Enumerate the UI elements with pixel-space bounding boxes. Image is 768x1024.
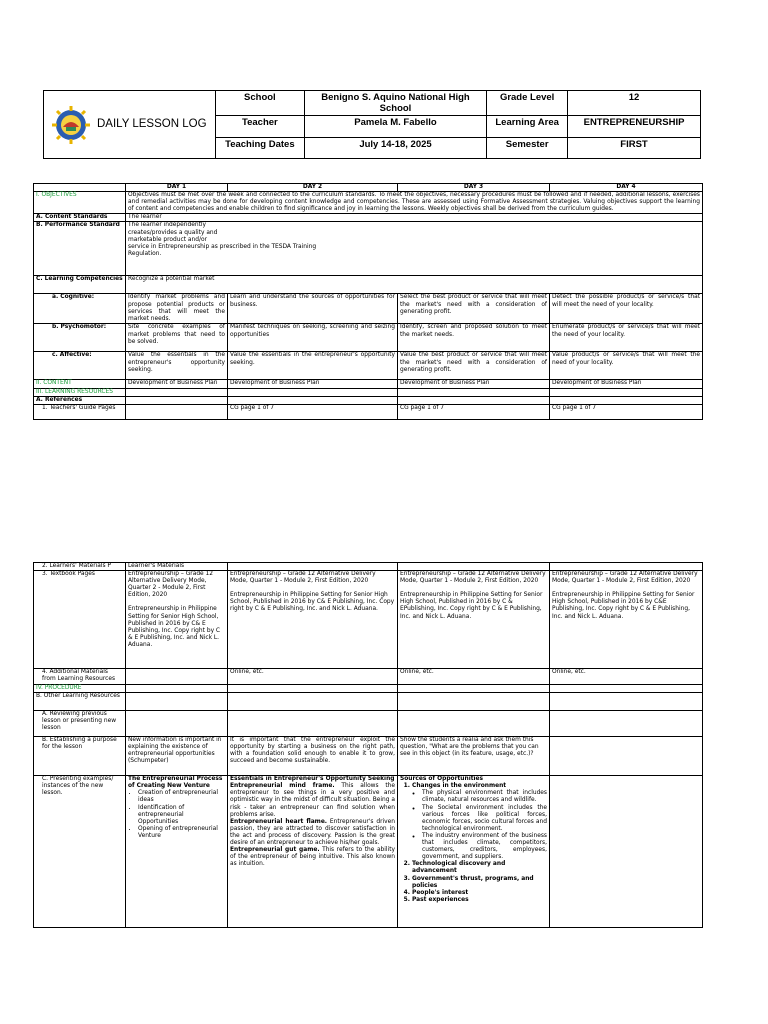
teachers-guide-label: 1. Teachers' Guide Pages [34, 404, 126, 419]
performance-line: marketable product and/or [128, 236, 208, 243]
learning-area-value: ENTREPRENEURSHIP [568, 116, 701, 138]
performance-line: Regulation. [128, 250, 162, 257]
content-day-3: Development of Business Plan [398, 380, 550, 388]
psychomotor-day-4: Enumerate product/s or service/s that will meet the need of your locality. [550, 324, 703, 352]
presenting-d2-para-3 [230, 847, 395, 868]
learning-competencies-label: C. Learning Competencies [34, 276, 126, 294]
textbook-day-4 [550, 571, 703, 669]
teaching-dates-label: Teaching Dates [215, 138, 304, 159]
cognitive-day-4: Detect the possible product/s or service/s that will meet the need of your locality. [550, 294, 703, 324]
grade-level-label: Grade Level [487, 91, 568, 116]
presenting-d2-title: Essentials in Entrepreneur's Opportunity Seeking [230, 776, 395, 783]
learning-area-label: Learning Area [487, 116, 568, 138]
header-logo-cell [44, 91, 216, 159]
presenting-d3-item: 5. Past experiences [412, 897, 547, 904]
learners-materials-day-1: Learner's Materials [126, 563, 228, 571]
presenting-label: C. Presenting examples/ instances of the new lesson. [34, 776, 126, 928]
presenting-d1-title: The Entrepreneurial Process of Creating New Venture [128, 776, 223, 790]
teachers-guide-day-3: CG page 1 of 7 [398, 404, 550, 419]
textbook-ref-2: Entrepreneurship in Philippine Setting for Senior High School, Published in 2016 by C&E Publishing, Inc. Copy right by C & E Publishing, Inc. and Nick L. Aduana. [552, 592, 695, 620]
day-4-header: DAY 4 [550, 184, 703, 192]
content-standards-text: The learner [126, 214, 703, 222]
presenting-d1-item: • Opening of entrepreneurial Venture [138, 826, 225, 840]
cognitive-day-2: Learn and understand the sources of opportunities for business. [228, 294, 398, 324]
performance-line: creates/provides a quality and [128, 229, 218, 236]
textbook-day-3 [398, 571, 550, 669]
presenting-d3-item [412, 783, 547, 861]
presenting-d1-item: • Creation of entrepreneurial ideas [138, 790, 225, 804]
affective-day-4: Value product/s or service/s that will meet the need of your locality. [550, 352, 703, 380]
learning-competencies-text: Recognize a potential market [126, 276, 703, 294]
performance-standard-label: B. Performance Standard [34, 222, 126, 276]
daily-lesson-log-title: DAILY LESSON LOG [97, 118, 207, 130]
teachers-guide-day-2: CG page 1 of 7 [228, 404, 398, 419]
textbook-ref-1: Entrepreneurship – Grade 12 Alternative Delivery Mode, Quarter 1 - Module 2, First Edition, 2020 [400, 571, 546, 585]
objectives-label: I. OBJECTIVES [34, 192, 126, 214]
objectives-text: Objectives must be met over the week and connected to the curriculum standards. To meet the objectives, necessary procedures must be followed and if needed, additional lessons, exercises and remedial activities may be done for developing content knowledge and competencies. These are assessed using Formative Assessment strategies. Valuing objectives support the learning of content and competencies and enable children to find significance and joy in learning the lessons. Weekly objectives shall be derived from the curriculum guides. [126, 192, 703, 214]
performance-standard-text [126, 222, 703, 276]
presenting-d2-para-1-heading: Entrepreneurial mind frame. [230, 783, 335, 790]
affective-day-1: Value the essentials in the entrepreneur's opportunity seeking. [126, 352, 228, 380]
presenting-d3-bullet: ◦ The Societal environment includes the various forces like political forces, economic forces, socio cultural forces and technological environment. [422, 805, 547, 833]
presenting-d2-para-1 [230, 783, 395, 818]
school-value: Benigno S. Aquino National High School [304, 91, 486, 116]
presenting-d2-para-2-heading: Entrepreneurial heart flame. [230, 818, 328, 825]
learning-resources-label: III. LEARNING RESOURCES [34, 388, 126, 396]
establishing-day-3: Show the students a realia and ask them this question, "What are the problems that you can see in this object (in its feature, usage, etc.)? [398, 737, 550, 776]
presenting-day-3 [398, 776, 550, 928]
textbook-day-2 [228, 571, 398, 669]
additional-materials-day-2: Online, etc. [228, 669, 398, 685]
presenting-d3-item: 4. People's interest [412, 890, 547, 897]
references-label: A. References [34, 396, 126, 404]
content-label: II. CONTENT [34, 380, 126, 388]
presenting-d1-item: • Identification of entrepreneurial Opportunities [138, 805, 225, 826]
teacher-value: Pamela M. Fabello [304, 116, 486, 138]
reviewing-label: A. Reviewing previous lesson or presenting new lesson [34, 711, 126, 737]
cognitive-day-3: Select the best product or service that will meet the market's need with a consideration of generating profit. [398, 294, 550, 324]
establishing-day-1: New information is important in explaining the existence of entrepreneurial opportunities (Schumpeter) [126, 737, 228, 776]
lesson-log-header [43, 90, 701, 159]
psychomotor-day-3: Identify, screen and proposed solution to meet the market needs. [398, 324, 550, 352]
cognitive-day-1: Identify market problems and propose potential products or services that will meet the market needs. [126, 294, 228, 324]
day-1-header: DAY 1 [126, 184, 228, 192]
teacher-label: Teacher [215, 116, 304, 138]
additional-materials-day-4: Online, etc. [550, 669, 703, 685]
other-resources-label: B. Other Learning Resources [34, 693, 126, 711]
textbook-ref-1: Entrepreneurship – Grade 12 Alternative Delivery Mode, Quarter 1 - Module 2, First Edition, 2020 [230, 571, 376, 585]
presenting-day-1 [126, 776, 228, 928]
affective-day-3: Value the best product or service that will meet the market's need with a consideration of generating profit. [398, 352, 550, 380]
cognitive-label: a. Cognitive: [34, 294, 126, 324]
day-3-header: DAY 3 [398, 184, 550, 192]
presenting-d2-para-2 [230, 819, 395, 847]
textbook-ref-2: Entrepreneurship in Philippine Setting for Senior High School, Published in 2016 by C& E Publishing, Inc. Copy right by C & E Publishing, Inc. and Nick L. Aduana. [230, 592, 395, 613]
semester-value: FIRST [568, 138, 701, 159]
psychomotor-day-1: Site concrete examples of market problems that need to be solved. [126, 324, 228, 352]
performance-line: service in Entrepreneurship as prescribed in the TESDA Training [128, 243, 317, 250]
psychomotor-day-2: Manifest techniques on seeking, screening and seizing opportunities [228, 324, 398, 352]
presenting-d3-item: 3. Government's thrust, programs, and policies [412, 876, 547, 890]
grade-level-value: 12 [568, 91, 701, 116]
procedure-label: IV. PROCEDURE [34, 685, 126, 693]
lesson-plan-table-part-2 [33, 562, 703, 928]
textbook-pages-label: 3. Textbook Pages [34, 571, 126, 669]
learners-materials-label: 2. Learners' Materials P [34, 563, 126, 571]
textbook-day-1 [126, 571, 228, 669]
teaching-dates-value: July 14-18, 2025 [304, 138, 486, 159]
semester-label: Semester [487, 138, 568, 159]
affective-day-2: Value the essentials in the entrepreneur's opportunity seeking. [228, 352, 398, 380]
establishing-day-2: It is important that the entrepreneur exploit the opportunity by starting a business on the right path, with a foundation solid enough to enable it to grow, succeed and become sustainable. [228, 737, 398, 776]
day-2-header: DAY 2 [228, 184, 398, 192]
presenting-d2-para-3-heading: Entrepreneurial gut game. [230, 847, 320, 854]
presenting-d3-bullet: ◦ The industry environment of the business that includes climate, competitors, customers, creditors, employees, government, and suppliers. [422, 833, 547, 861]
presenting-d3-item: 2. Technological discovery and advancement [412, 861, 547, 875]
affective-label: c. Affective: [34, 352, 126, 380]
teachers-guide-day-4: CG page 1 of 7 [550, 404, 703, 419]
content-day-4: Development of Business Plan [550, 380, 703, 388]
presenting-d3-bullet: ◦ The physical environment that includes climate, natural resources and wildlife. [422, 790, 547, 804]
content-day-2: Development of Business Plan [228, 380, 398, 388]
performance-line: The learner independently [128, 222, 207, 229]
deped-seal-icon [49, 105, 93, 145]
school-label: School [215, 91, 304, 116]
textbook-ref-2: Entrepreneurship in Philippine Setting for Senior High School, Published in 2016 by C & EPublishing, Inc. Copy right by C & E Publishing, Inc. and Nick L. Aduana. [400, 592, 543, 620]
content-day-1: Development of Business Plan [126, 380, 228, 388]
additional-materials-label: 4. Additional Materials from Learning Resources [34, 669, 126, 685]
additional-materials-day-3: Online, etc. [398, 669, 550, 685]
establishing-label: B. Establishing a purpose for the lesson [34, 737, 126, 776]
presenting-d3-title: Sources of Opportunities [400, 776, 484, 783]
lesson-plan-table-part-1 [33, 183, 703, 420]
textbook-ref-2: Entrepreneurship in Philippine Setting for Senior High School, Published in 2016 by C& E Publishing, Inc. Copy right by C & E Publishing, Inc. and Nick L. Aduana. [128, 606, 221, 648]
textbook-ref-1: Entrepreneurship – Grade 12 Alternative Delivery Mode, Quarter 2 - Module 2, First Edition, 2020 [128, 571, 214, 599]
presenting-d3-item-text: Changes in the environment [412, 783, 507, 790]
presenting-d2-para-2-body: Entrepreneur's driven passion, they are attracted to discover satisfaction in the act and process of discovery. Passion is the great desire of an entrepreneur to achieve his/her goals. [230, 818, 395, 847]
presenting-d2-para-3-body: This refers to the ability of the entrepreneur of being intuitive. This also known as intuition. [230, 847, 395, 868]
presenting-day-2 [228, 776, 398, 928]
content-standards-label: A. Content Standards [34, 214, 126, 222]
psychomotor-label: b. Psychomotor: [34, 324, 126, 352]
textbook-ref-1: Entrepreneurship – Grade 12 Alternative Delivery Mode, Quarter 1 - Module 2, First Edition, 2020 [552, 571, 698, 585]
presenting-d2-para-1-body: This allows the entrepreneur to see things in a very positive and optimistic way in the midst of difficult situation. Being a risk - taker an entrepreneur can find solution when problems arise. [230, 783, 395, 818]
